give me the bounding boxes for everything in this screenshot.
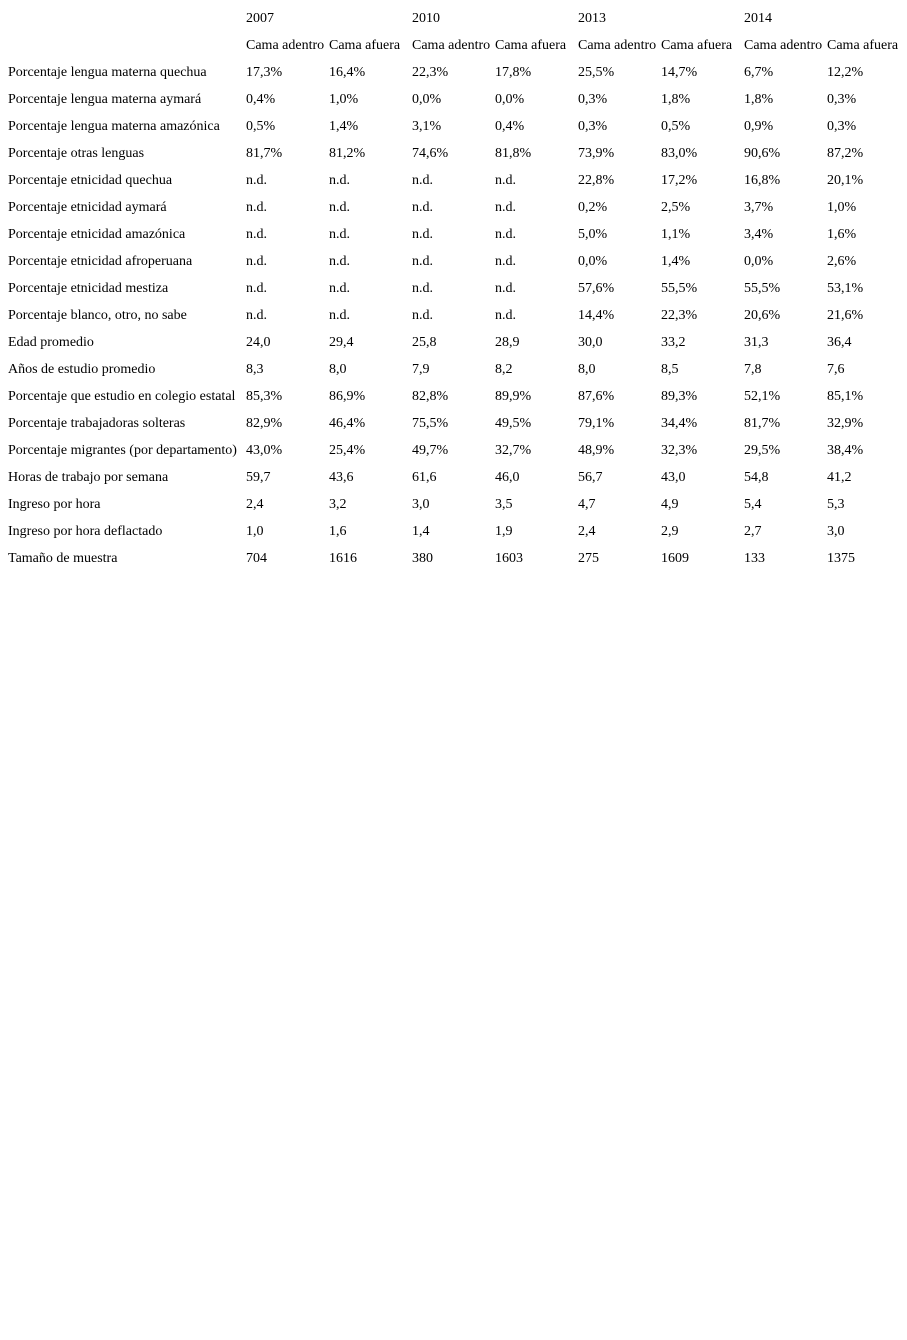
table-cell: 87,2%	[827, 146, 864, 161]
table-cell: 7,8	[744, 362, 762, 377]
table-row	[8, 221, 907, 248]
table-cell: 21,6%	[827, 308, 864, 323]
table-row	[8, 86, 907, 113]
table-cell: 25,5%	[578, 65, 615, 80]
table-cell: n.d.	[329, 227, 350, 242]
column-header-cama-afuera: Cama afuera	[827, 38, 899, 53]
column-header-cama-afuera: Cama afuera	[495, 38, 567, 53]
table-row	[8, 194, 907, 221]
table-cell: 59,7	[246, 470, 271, 485]
table-cell: 17,3%	[246, 65, 283, 80]
table-cell: 2,5%	[661, 200, 691, 215]
table-cell: 81,7%	[744, 416, 781, 431]
table-cell: n.d.	[329, 200, 350, 215]
table-cell: 0,3%	[578, 92, 608, 107]
table-cell: n.d.	[495, 281, 516, 296]
table-cell: n.d.	[329, 281, 350, 296]
table-cell: 86,9%	[329, 389, 366, 404]
table-cell: 32,7%	[495, 443, 532, 458]
table-cell: 75,5%	[412, 416, 449, 431]
row-label: Porcentaje etnicidad aymará	[8, 200, 167, 215]
table-cell: 49,7%	[412, 443, 449, 458]
table-cell: 8,0	[329, 362, 347, 377]
table-cell: n.d.	[246, 281, 267, 296]
table-cell: 17,2%	[661, 173, 698, 188]
table-cell: 43,0	[661, 470, 686, 485]
table-cell: 8,3	[246, 362, 264, 377]
table-cell: 0,3%	[827, 92, 857, 107]
year-header-row	[8, 5, 907, 32]
table-cell: 1,0%	[329, 92, 359, 107]
table-cell: n.d.	[495, 200, 516, 215]
table-cell: n.d.	[495, 173, 516, 188]
table-cell: 3,5	[495, 497, 513, 512]
row-label: Horas de trabajo por semana	[8, 470, 169, 485]
table-cell: 1616	[329, 551, 357, 566]
row-label: Porcentaje etnicidad amazónica	[8, 227, 186, 242]
column-header-cama-adentro: Cama adentro	[578, 38, 657, 53]
table-cell: n.d.	[246, 227, 267, 242]
table-cell: 41,2	[827, 470, 852, 485]
table-cell: 2,9	[661, 524, 679, 539]
table-cell: n.d.	[329, 254, 350, 269]
table-cell: 0,3%	[578, 119, 608, 134]
table-cell: 85,1%	[827, 389, 864, 404]
table-row	[8, 545, 907, 572]
table-cell: 25,4%	[329, 443, 366, 458]
table-cell: 28,9	[495, 335, 520, 350]
table-cell: 2,4	[246, 497, 264, 512]
table-cell: 24,0	[246, 335, 271, 350]
row-label: Porcentaje lengua materna quechua	[8, 65, 207, 80]
table-cell: 61,6	[412, 470, 437, 485]
table-cell: 49,5%	[495, 416, 532, 431]
table-cell: 20,1%	[827, 173, 864, 188]
row-label: Ingreso por hora deflactado	[8, 524, 163, 539]
table-cell: 81,2%	[329, 146, 366, 161]
table-cell: 1,6%	[827, 227, 857, 242]
table-cell: n.d.	[246, 254, 267, 269]
table-cell: 22,3%	[412, 65, 449, 80]
table-cell: 20,6%	[744, 308, 781, 323]
table-cell: 55,5%	[744, 281, 781, 296]
table-row	[8, 59, 907, 86]
table-cell: 5,3	[827, 497, 845, 512]
table-cell: n.d.	[412, 254, 433, 269]
row-label: Tamaño de muestra	[8, 551, 118, 566]
table-row	[8, 275, 907, 302]
year-header-2010: 2010	[412, 11, 440, 26]
table-cell: 30,0	[578, 335, 603, 350]
table-cell: 32,3%	[661, 443, 698, 458]
row-label: Porcentaje lengua materna aymará	[8, 92, 202, 107]
table-cell: n.d.	[246, 308, 267, 323]
table-cell: 52,1%	[744, 389, 781, 404]
table-cell: 82,9%	[246, 416, 283, 431]
table-cell: 0,4%	[495, 119, 525, 134]
table-row	[8, 383, 907, 410]
table-row	[8, 410, 907, 437]
table-cell: 46,0	[495, 470, 520, 485]
column-header-cama-adentro: Cama adentro	[412, 38, 491, 53]
table-cell: 275	[578, 551, 599, 566]
table-cell: 29,5%	[744, 443, 781, 458]
table-cell: 74,6%	[412, 146, 449, 161]
table-cell: 57,6%	[578, 281, 615, 296]
table-cell: 1,4	[412, 524, 430, 539]
table-cell: 17,8%	[495, 65, 532, 80]
table-cell: 46,4%	[329, 416, 366, 431]
table-cell: 1609	[661, 551, 689, 566]
table-cell: 89,3%	[661, 389, 698, 404]
table-cell: 0,4%	[246, 92, 276, 107]
row-label: Porcentaje trabajadoras solteras	[8, 416, 186, 431]
table-cell: 0,0%	[412, 92, 442, 107]
table-cell: 43,0%	[246, 443, 283, 458]
row-label: Porcentaje etnicidad quechua	[8, 173, 173, 188]
table-row	[8, 329, 907, 356]
table-row	[8, 491, 907, 518]
table-cell: 704	[246, 551, 267, 566]
table-cell: 3,7%	[744, 200, 774, 215]
table-cell: 1,0	[246, 524, 264, 539]
year-header-2007: 2007	[246, 11, 274, 26]
table-cell: 1,6	[329, 524, 347, 539]
row-label: Ingreso por hora	[8, 497, 101, 512]
table-row	[8, 302, 907, 329]
table-cell: 43,6	[329, 470, 354, 485]
table-cell: 90,6%	[744, 146, 781, 161]
table-cell: 34,4%	[661, 416, 698, 431]
table-cell: 81,8%	[495, 146, 532, 161]
table-cell: 87,6%	[578, 389, 615, 404]
table-cell: 14,7%	[661, 65, 698, 80]
table-cell: 0,2%	[578, 200, 608, 215]
table-cell: n.d.	[412, 281, 433, 296]
column-header-cama-afuera: Cama afuera	[661, 38, 733, 53]
table-cell: n.d.	[412, 200, 433, 215]
table-cell: n.d.	[495, 308, 516, 323]
table-cell: 2,4	[578, 524, 596, 539]
table-cell: 89,9%	[495, 389, 532, 404]
table-cell: 3,0	[412, 497, 430, 512]
row-label: Edad promedio	[8, 335, 94, 350]
year-header-2014: 2014	[744, 11, 772, 26]
table-cell: 16,8%	[744, 173, 781, 188]
table-row	[8, 248, 907, 275]
summary-statistics-table	[8, 5, 907, 572]
table-cell: 3,1%	[412, 119, 442, 134]
table-cell: 48,9%	[578, 443, 615, 458]
table-cell: 4,7	[578, 497, 596, 512]
table-cell: 8,5	[661, 362, 679, 377]
table-body	[8, 59, 907, 572]
column-header-cama-adentro: Cama adentro	[744, 38, 823, 53]
table-cell: 55,5%	[661, 281, 698, 296]
table-cell: 8,2	[495, 362, 513, 377]
table-cell: 7,9	[412, 362, 430, 377]
table-cell: 6,7%	[744, 65, 774, 80]
table-cell: 5,4	[744, 497, 762, 512]
table-cell: 3,2	[329, 497, 347, 512]
table-cell: 33,2	[661, 335, 686, 350]
table-cell: 1,0%	[827, 200, 857, 215]
table-cell: 16,4%	[329, 65, 366, 80]
row-label: Años de estudio promedio	[8, 362, 156, 377]
row-label: Porcentaje otras lenguas	[8, 146, 145, 161]
table-cell: n.d.	[329, 308, 350, 323]
table-cell: n.d.	[412, 227, 433, 242]
table-cell: 0,5%	[246, 119, 276, 134]
document-page	[0, 5, 907, 1340]
table-row	[8, 518, 907, 545]
table-cell: 4,9	[661, 497, 679, 512]
column-header-row	[8, 32, 907, 59]
row-label: Porcentaje blanco, otro, no sabe	[8, 308, 187, 323]
table-cell: 12,2%	[827, 65, 864, 80]
table-row	[8, 167, 907, 194]
row-label: Porcentaje etnicidad afroperuana	[8, 254, 193, 269]
table-cell: 38,4%	[827, 443, 864, 458]
table-cell: 3,0	[827, 524, 845, 539]
table-cell: 85,3%	[246, 389, 283, 404]
table-cell: 133	[744, 551, 765, 566]
table-cell: 56,7	[578, 470, 603, 485]
column-header-cama-afuera: Cama afuera	[329, 38, 401, 53]
table-cell: 54,8	[744, 470, 769, 485]
table-cell: 0,3%	[827, 119, 857, 134]
table-cell: 22,3%	[661, 308, 698, 323]
table-cell: 1,9	[495, 524, 513, 539]
row-label: Porcentaje etnicidad mestiza	[8, 281, 169, 296]
row-label: Porcentaje lengua materna amazónica	[8, 119, 220, 134]
table-cell: 1603	[495, 551, 523, 566]
table-cell: 79,1%	[578, 416, 615, 431]
table-cell: 32,9%	[827, 416, 864, 431]
table-cell: n.d.	[412, 173, 433, 188]
column-header-cama-adentro: Cama adentro	[246, 38, 325, 53]
row-label: Porcentaje migrantes (por departamento)	[8, 443, 237, 458]
table-cell: 1,4%	[329, 119, 359, 134]
table-cell: 1,8%	[661, 92, 691, 107]
table-cell: 1,4%	[661, 254, 691, 269]
table-cell: 36,4	[827, 335, 852, 350]
table-cell: n.d.	[495, 254, 516, 269]
table-cell: n.d.	[495, 227, 516, 242]
table-cell: 53,1%	[827, 281, 864, 296]
table-cell: 31,3	[744, 335, 769, 350]
table-cell: n.d.	[412, 308, 433, 323]
table-cell: 29,4	[329, 335, 354, 350]
table-cell: 3,4%	[744, 227, 774, 242]
table-cell: 0,9%	[744, 119, 774, 134]
table-row	[8, 437, 907, 464]
table-cell: n.d.	[246, 173, 267, 188]
table-cell: n.d.	[329, 173, 350, 188]
row-label: Porcentaje que estudio en colegio estatal	[8, 389, 236, 404]
table-cell: 81,7%	[246, 146, 283, 161]
table-cell: 14,4%	[578, 308, 615, 323]
table-cell: 1,1%	[661, 227, 691, 242]
table-cell: 380	[412, 551, 433, 566]
table-cell: 1,8%	[744, 92, 774, 107]
table-cell: 83,0%	[661, 146, 698, 161]
table-cell: 0,0%	[578, 254, 608, 269]
table-cell: 8,0	[578, 362, 596, 377]
table-row	[8, 464, 907, 491]
table-cell: 1375	[827, 551, 855, 566]
table-cell: 25,8	[412, 335, 437, 350]
table-cell: 2,7	[744, 524, 762, 539]
corner-cell	[8, 5, 246, 32]
table-row	[8, 356, 907, 383]
table-cell: 5,0%	[578, 227, 608, 242]
year-header-2013: 2013	[578, 11, 606, 26]
table-cell: 0,5%	[661, 119, 691, 134]
table-row	[8, 113, 907, 140]
table-cell: 22,8%	[578, 173, 615, 188]
table-cell: n.d.	[246, 200, 267, 215]
table-row	[8, 140, 907, 167]
table-cell: 7,6	[827, 362, 845, 377]
table-cell: 82,8%	[412, 389, 449, 404]
table-cell: 73,9%	[578, 146, 615, 161]
table-cell: 2,6%	[827, 254, 857, 269]
table-cell: 0,0%	[744, 254, 774, 269]
table-cell: 0,0%	[495, 92, 525, 107]
corner-cell	[8, 32, 246, 59]
